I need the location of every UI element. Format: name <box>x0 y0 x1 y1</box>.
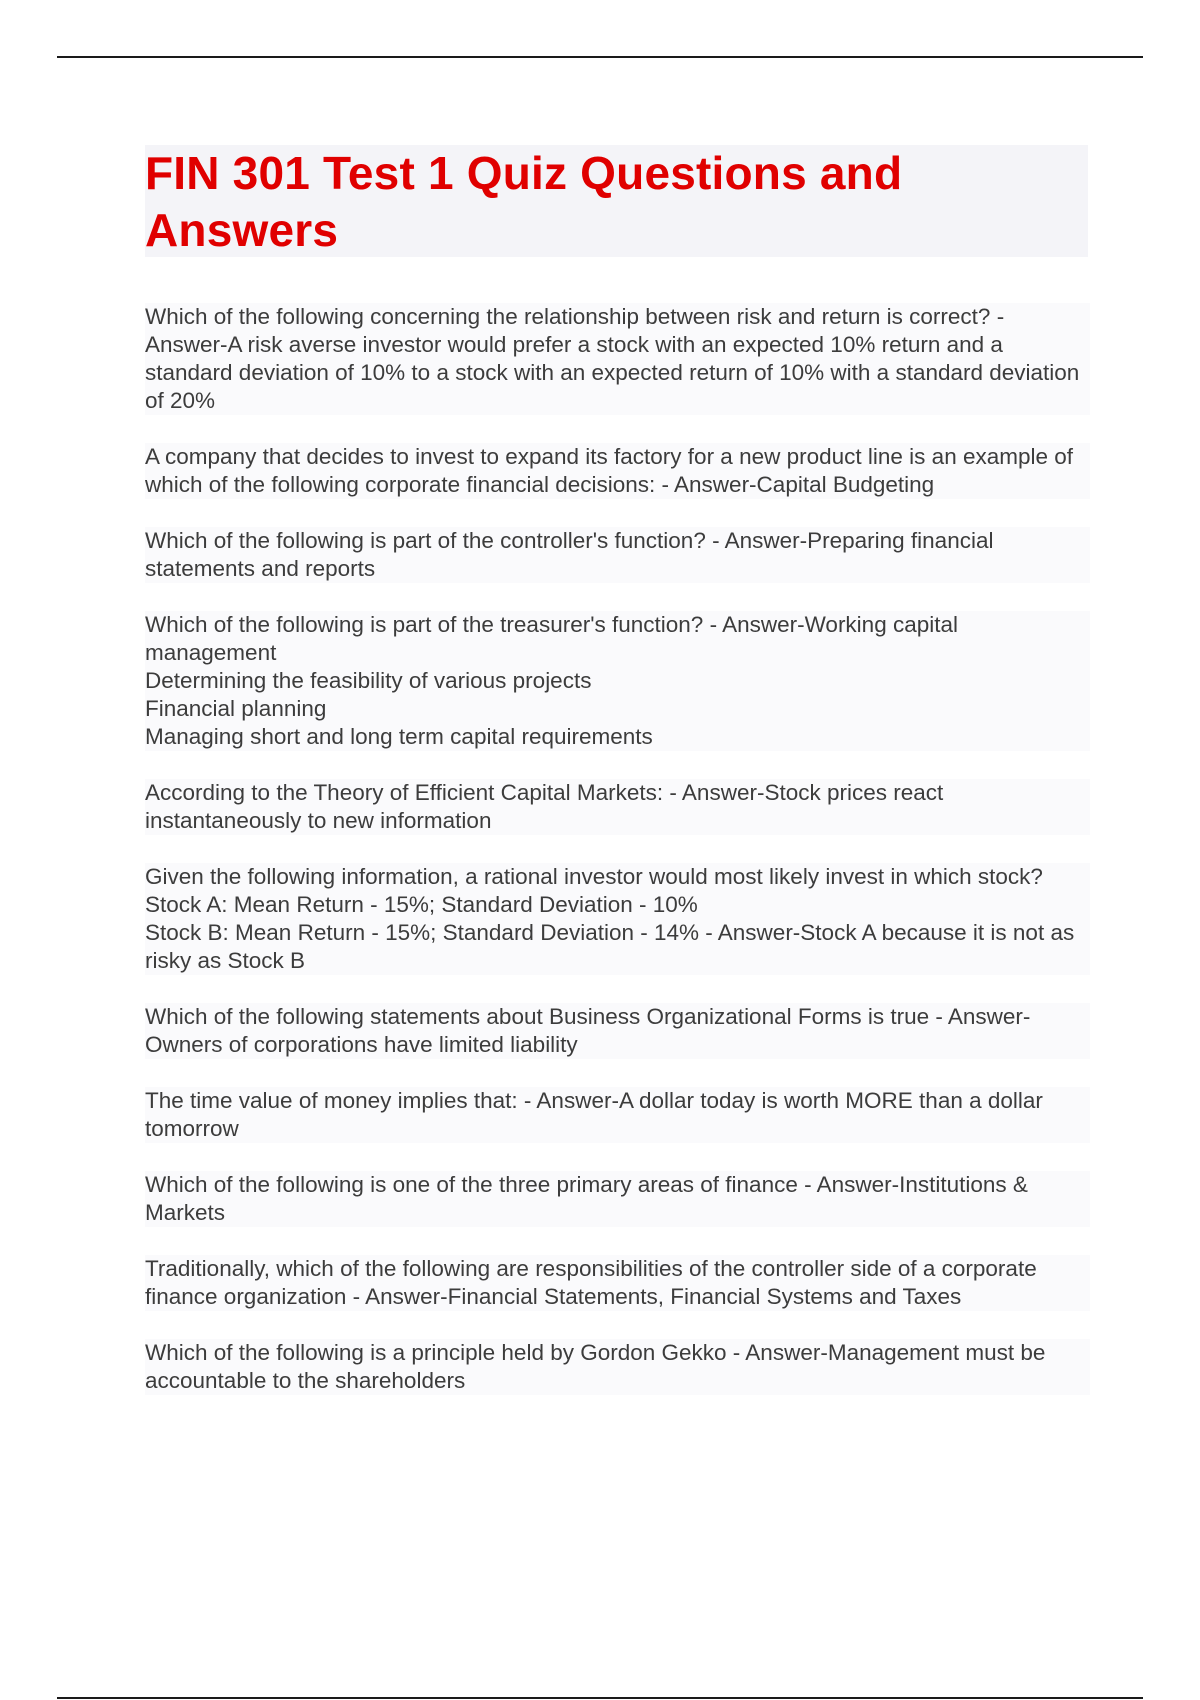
qa-item-7: Which of the following statements about Business Organizational Forms is true - Answer-Owners of corporations have limited liability <box>145 1003 1090 1059</box>
qa-item-8: The time value of money implies that: - Answer-A dollar today is worth MORE than a dollar tomorrow <box>145 1087 1090 1143</box>
qa-item-11: Which of the following is a principle held by Gordon Gekko - Answer-Management must be accountable to the shareholders <box>145 1339 1090 1395</box>
qa-item-5: According to the Theory of Efficient Capital Markets: - Answer-Stock prices react instantaneously to new information <box>145 779 1090 835</box>
qa-item-4: Which of the following is part of the treasurer's function? - Answer-Working capital management Determining the feasibility of various projects Financial planning Managing short and long term capital requirements <box>145 611 1090 751</box>
top-rule <box>57 56 1143 58</box>
qa-item-1: Which of the following concerning the relationship between risk and return is correct? - Answer-A risk averse investor would prefer a stock with an expected 10% return and a standard deviation of 10% to a stock with an expected return of 10% with a standard deviation of 20% <box>145 303 1090 415</box>
qa-item-9: Which of the following is one of the three primary areas of finance - Answer-Institutions & Markets <box>145 1171 1090 1227</box>
qa-item-2: A company that decides to invest to expand its factory for a new product line is an example of which of the following corporate financial decisions: - Answer-Capital Budgeting <box>145 443 1090 499</box>
title-block <box>145 145 1088 257</box>
bottom-rule <box>57 1697 1143 1699</box>
qa-item-3: Which of the following is part of the controller's function? - Answer-Preparing financial statements and reports <box>145 527 1090 583</box>
document-title: FIN 301 Test 1 Quiz Questions and Answers <box>145 147 903 256</box>
qa-item-6: Given the following information, a rational investor would most likely invest in which stock? Stock A: Mean Return - 15%; Standard Deviation - 10% Stock B: Mean Return - 15%; Standard Deviation - 14% - Answer-Stock A because it is not as risky as Stock B <box>145 863 1090 975</box>
qa-list <box>145 303 1090 1423</box>
qa-item-10: Traditionally, which of the following are responsibilities of the controller side of a corporate finance organization - Answer-Financial Statements, Financial Systems and Taxes <box>145 1255 1090 1311</box>
